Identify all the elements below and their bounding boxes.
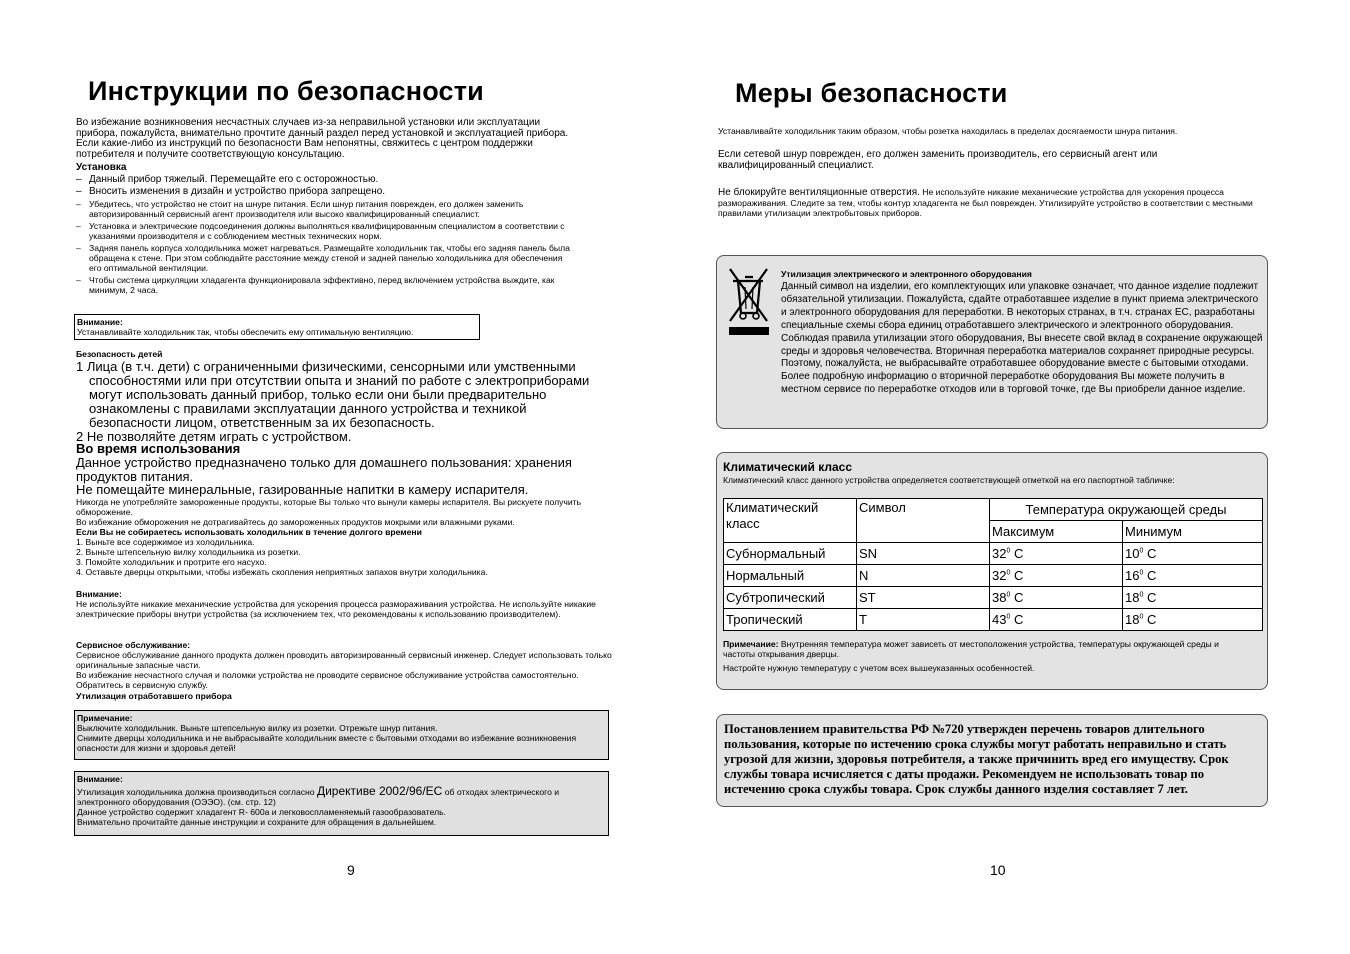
usage-text-4: Во избежание обморожения не дотрагивайтесь до замороженных продуктов мокрыми или влажными руками.: [76, 517, 515, 527]
usage-text-2: Не помещайте минеральные, газированные напитки в камеру испарителя.: [76, 482, 529, 497]
attention-2-text: Не используйте никакие механические устройства для ускорения процесса размораживания устройства. Не используйте никакие электрические приборы внутри устройства (за исключением тех, что рекомендованы к использованию производителем).: [76, 599, 596, 619]
service-text-2: Во избежание несчастного случая и поломки устройства не проводите сервисное обслуживание устройства самостоятельно. Обратитесь в сервисную службу.: [76, 670, 579, 690]
unused-heading: Если Вы не собираетесь использовать холодильник в течение долгого времени: [76, 527, 422, 537]
crossed-bin-icon: [725, 265, 771, 335]
weee-heading: Утилизация электрического и электронного оборудования: [781, 269, 1032, 279]
unused-list: [76, 537, 596, 577]
service-text: Сервисное обслуживание данного продукта должен проводить авторизированный сервисный инженер. Следует использовать только оригинальные запасные части.: [76, 650, 612, 670]
attention-box-ventilation: Внимание: Устанавливайте холодильник так, чтобы обеспечить ему оптимальную вентиляцию.: [74, 314, 480, 340]
table-header: Минимум: [1123, 521, 1263, 543]
climate-note-2: Настройте нужную температуру с учетом всех вышеуказанных особенностей.: [723, 663, 1035, 673]
usage-text-3: Никогда не употребляйте замороженные продукты, которые Вы только что вынули камеры испарителя. Вы рискуете получить обморожение.: [76, 497, 582, 517]
table-row: Тропический T $43^0$ C $18^0$ C: [724, 609, 1263, 631]
list-item: – Чтобы система циркуляции хладагента функционировала эффективно, перед включением устройства выждите, как минимум, 2 часа.: [76, 275, 555, 295]
list-item: 4. Оставьте дверцы открытыми, чтобы избежать скопления неприятных запахов внутри холодильника.: [76, 567, 488, 577]
list-item: 1. Выньте все содержимое из холодильника.: [76, 537, 255, 547]
list-item: – Убедитесь, что устройство не стоит на шнуре питания. Если шнур питания поврежден, его должен заменить авторизированный сервисный агент производителя или высоко квалифицированный специалист.: [76, 199, 524, 219]
list-item: – Вносить изменения в дизайн и устройство прибора запрещено.: [76, 185, 386, 197]
safety-text-3: Не блокируйте вентиляционные отверстия. Не используйте никакие механические устройства для ускорения процесса размораживания. Следите за тем, чтобы контур хладагента не был поврежден. Утилизируйте устройство в соответствии с местными правилами утилизации электробытовых приборов.: [718, 187, 1253, 218]
list-item: – Задняя панель корпуса холодильника может нагреваться. Размещайте холодильник так, чтобы его задняя панель была обращена к стене. При этом соблюдайте расстояние между стеной и задней панелью холодильника для обеспечения его оптимальной вентиляции.: [76, 243, 570, 273]
note-box-disposal: Примечание: Выключите холодильник. Выньте штепсельную вилку из розетки. Отрежьте шнур питания. Снимите дверцы холодильника и не выбрасывайте холодильник вместе с бытовыми отходами во избежание возникновения опасности для жизни и здоровья детей!: [74, 710, 609, 760]
climate-table: [723, 498, 1263, 631]
service-heading: Сервисное обслуживание:: [76, 640, 191, 650]
climate-heading: Климатический класс: [723, 460, 853, 474]
page-number-left: 9: [347, 862, 355, 878]
table-row: Субнормальный SN $32^0$ C $10^0$ C: [724, 543, 1263, 565]
children-heading: Безопасность детей: [76, 349, 163, 359]
install-heading: Установка: [76, 162, 127, 173]
list-item: 2. Выньте штепсельную вилку холодильника из розетки.: [76, 547, 301, 557]
table-header: Максимум: [990, 521, 1123, 543]
table-row: Нормальный N $32^0$ C $16^0$ C: [724, 565, 1263, 587]
page-title-left: Инструкции по безопасности: [88, 76, 484, 106]
weee-box: [716, 255, 1268, 429]
climate-subtitle: Климатический класс данного устройства определяется соответствующей отметкой на его паспортной табличке:: [723, 475, 1175, 485]
usage-text-1: Данное устройство предназначено только для домашнего пользования: хранения продуктов питания.: [76, 455, 572, 484]
page-number-right: 10: [990, 862, 1006, 878]
attention-box-directive: Внимание: Утилизация холодильника должна производиться согласно Директиве 2002/96/ЕС об отходах электрического и электронного оборудования (ОЭЭО). (см. стр. 12) Данное устройство содержит хладагент R- 600a и легковоспламеняемый газообразователь. Внимательно прочитайте данные инструкции и сохраните для обращения в дальнейшем.: [74, 771, 609, 836]
list-item: 3. Помойте холодильник и протрите его насухо.: [76, 557, 267, 567]
children-text: 1 Лица (в т.ч. дети) с ограниченными физическими, сенсорными или умственными способностями или при отсутствии опыта и знаний по работе с электроприборами могут использовать данный прибор, только если они были предварительно ознакомлены с правилами эксплуатации данного устройства и техникой безопасности лицом, ответственным за их безопасность. 2 Не позволяйте детям играть с устройством.: [76, 359, 590, 444]
decree-text: Постановлением правительства РФ №720 утвержден перечень товаров длительного пользования, которые по истечению срока службы могут работать неправильно и стать угрозой для жизни, здоровья потребителя, а также причинить вред его имуществу. Срок службы товара исчисляется с даты продажи. Рекомендуем не использовать товар по истечению срока службы товара. Срок службы данного изделия составляет 7 лет.: [724, 722, 1229, 796]
list-item: – Данный прибор тяжелый. Перемещайте его с осторожностью.: [76, 174, 379, 185]
table-header: Климатический класс: [724, 499, 857, 543]
list-item: – Установка и электрические подсоединения должны выполняться квалифицированным специалистом в соответствии с указаниями производителя и с соблюдением местных технических норм.: [76, 221, 565, 241]
table-header: Символ: [857, 499, 990, 543]
table-row: Субтропический ST $38^0$ C $18^0$ C: [724, 587, 1263, 609]
weee-text: Данный символ на изделии, его комплектующих или упаковке означает, что данное изделие подлежит обязательной утилизации. Пожалуйста, сдайте отработавшее изделие в пункт приема электрического и электронного оборудования для переработки. В некоторых странах, в т.ч. странах ЕС, разработаны специальные схемы сбора единиц отработавшего электрического и электронного оборудования. Соблюдая правила утилизации этого оборудования, Вы внесете свой вклад в сохранение окружающей среды и здоровья человечества. Вторичная переработка материалов сохраняет природные ресурсы. Поэтому, пожалуйста, не выбрасывайте отработавшее оборудование вместе с бытовыми отходами. Более подробную информацию о вторичной переработке оборудования Вы можете получить в местном сервисе по переработке отходов или в торговой точке, где Вы приобрели данное изделие.: [781, 281, 1263, 396]
decree-box: [716, 714, 1268, 807]
intro-text: Во избежание возникновения несчастных случаев из-за неправильной установки или эксплуатации прибора, пожалуйста, внимательно прочтите данный раздел перед установкой и эксплуатацией прибора. Если какие-либо из инструкций по безопасности Вам непонятны, свяжитесь с центром поддержки потребителя и получите соответствующую консультацию.: [76, 117, 569, 160]
page-title-right: Меры безопасности: [735, 78, 1008, 108]
attention-2-label: Внимание:: [76, 589, 122, 599]
safety-text-2: Если сетевой шнур поврежден, его должен заменить производитель, его сервисный агент или квалифицированный специалист.: [718, 149, 1158, 171]
safety-text-1: Устанавливайте холодильник таким образом, чтобы розетка находилась в пределах досягаемости шнура питания.: [718, 126, 1178, 136]
disposal-heading: Утилизация отработавшего прибора: [76, 691, 232, 701]
climate-note: Примечание: Внутренняя температура может зависеть от местоположения устройства, температуры окружающей среды и частоты открывания дверцы.: [723, 639, 1219, 659]
install-list: [76, 175, 576, 295]
table-header: Температура окружающей среды: [990, 499, 1263, 521]
usage-heading: Во время использования: [76, 441, 241, 456]
climate-box: [716, 452, 1268, 690]
